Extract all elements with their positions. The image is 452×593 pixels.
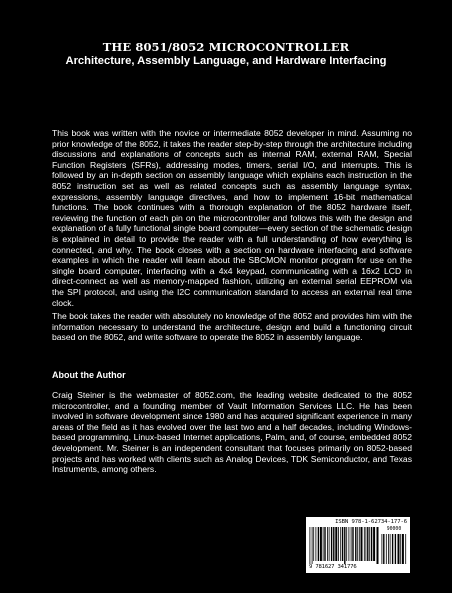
barcode-bar xyxy=(369,527,370,561)
barcode-bar xyxy=(400,534,401,564)
barcode-bar xyxy=(367,527,368,561)
barcode-bar xyxy=(398,534,400,564)
barcode-bar xyxy=(405,534,406,564)
barcode-bar xyxy=(357,527,358,561)
barcode-digits: 9 781627 341776 xyxy=(309,564,357,570)
barcode-bar xyxy=(361,527,363,561)
barcode-bar xyxy=(355,527,356,561)
barcode-bar xyxy=(364,527,365,561)
barcode-bar xyxy=(386,534,387,564)
barcode-bar xyxy=(402,534,404,564)
barcode-bar xyxy=(349,527,350,561)
barcode-bar xyxy=(310,527,311,564)
barcode-bar xyxy=(320,527,322,561)
barcode-bar xyxy=(333,527,334,561)
barcode-bar xyxy=(352,527,353,561)
barcode-bar xyxy=(383,534,384,564)
barcode-bar xyxy=(371,527,372,561)
barcode-bar xyxy=(340,527,341,561)
barcode-bar xyxy=(331,527,332,561)
description-paragraph-2: The book takes the reader with absolutely no knowledge of the 8052 and provides him with the information necessary to understand the architecture, design and build a functioning circuit based on the 8052, and write software to operate the 8052 in assembly language. xyxy=(52,311,412,343)
barcode-bar xyxy=(377,527,379,564)
barcode-bar xyxy=(323,527,324,561)
barcode-bar xyxy=(366,527,367,561)
barcode-bar xyxy=(335,527,337,561)
barcode-bar xyxy=(382,534,383,564)
barcode-bar xyxy=(359,527,360,561)
barcode-bar xyxy=(395,534,396,564)
barcode-bar xyxy=(392,534,393,564)
book-title: THE 8051/8052 MICROCONTROLLER xyxy=(102,40,350,54)
isbn-label: ISBN 978-1-62734-177-6 xyxy=(335,519,407,525)
barcode-bar xyxy=(329,527,330,561)
barcode-bar xyxy=(342,527,343,561)
barcode-bar xyxy=(316,527,317,561)
barcode-extension-bars xyxy=(381,534,407,564)
price-code: 90000 xyxy=(386,527,402,532)
barcode-bar xyxy=(318,527,319,561)
barcode-bar xyxy=(388,534,389,564)
barcode-bar xyxy=(312,527,313,564)
barcode-bars xyxy=(309,527,379,564)
barcode-bar xyxy=(313,527,314,561)
barcode-bar xyxy=(346,527,347,561)
isbn-barcode xyxy=(306,517,410,573)
about-author-paragraph: Craig Steiner is the webmaster of 8052.com, the leading website dedicated to the 8052 microcontroller, and a founding member of Vault Information Services LLC. He has been involved in software development since 1980 and has acquired significant experience in many areas of the field as it has evolved over the last two and a half decades, including Windows-based programming, Linux-based Internet applications, Palm, and, of course, embedded 8052 development. Mr. Steiner is an independent consultant that focuses primarily on 8052-based projects and has worked with clients such as Analog Devices, TDK Semiconductor, and Texas Instruments, among others. xyxy=(52,390,412,475)
barcode-bar xyxy=(327,527,328,561)
about-author-heading: About the Author xyxy=(52,370,126,380)
description-paragraph-1: This book was written with the novice or intermediate 8052 developer in mind. Assuming no prior knowledge of the 8052, it takes the reader step-by-step through the architecture including discussions and explanations of concepts such as internal RAM, external RAM, Special Function Registers (SFRs), addressing modes, timers, serial I/O, and interrupts. This is followed by an in-depth section on assembly language which explains each instruction in the 8052 instruction set as well as related concepts such as assembly language syntax, expressions, assembly language directives, and how to implement 16-bit mathematical functions. The book continues with a thorough explanation of the 8052 hardware itself, reviewing the function of each pin on the microcontroller and follows this with the design and explanation of a fully functional single board computer—every section of the schematic design is explained in detail to provide the reader with a full understanding of how everything is connected, and why. The book closes with a section on hardware interfacing and software examples in which the reader will learn about the SBCMON monitor program for use on the single board computer, interfacing with a 4x4 keypad, communicating with a 16x2 LCD in direct-connect as well as memory-mapped fashion, utilizing an external serial EEPROM via the SPI protocol, and using the I2C communication standard to access an external real time clock. xyxy=(52,128,412,308)
barcode-bar xyxy=(351,527,352,561)
barcode-bar xyxy=(344,527,345,564)
barcode-bar xyxy=(324,527,325,561)
barcode-bar xyxy=(338,527,339,561)
book-subtitle: Architecture, Assembly Language, and Hardware Interfacing xyxy=(65,55,387,67)
barcode-bar xyxy=(373,527,375,561)
barcode-bar xyxy=(390,534,391,564)
